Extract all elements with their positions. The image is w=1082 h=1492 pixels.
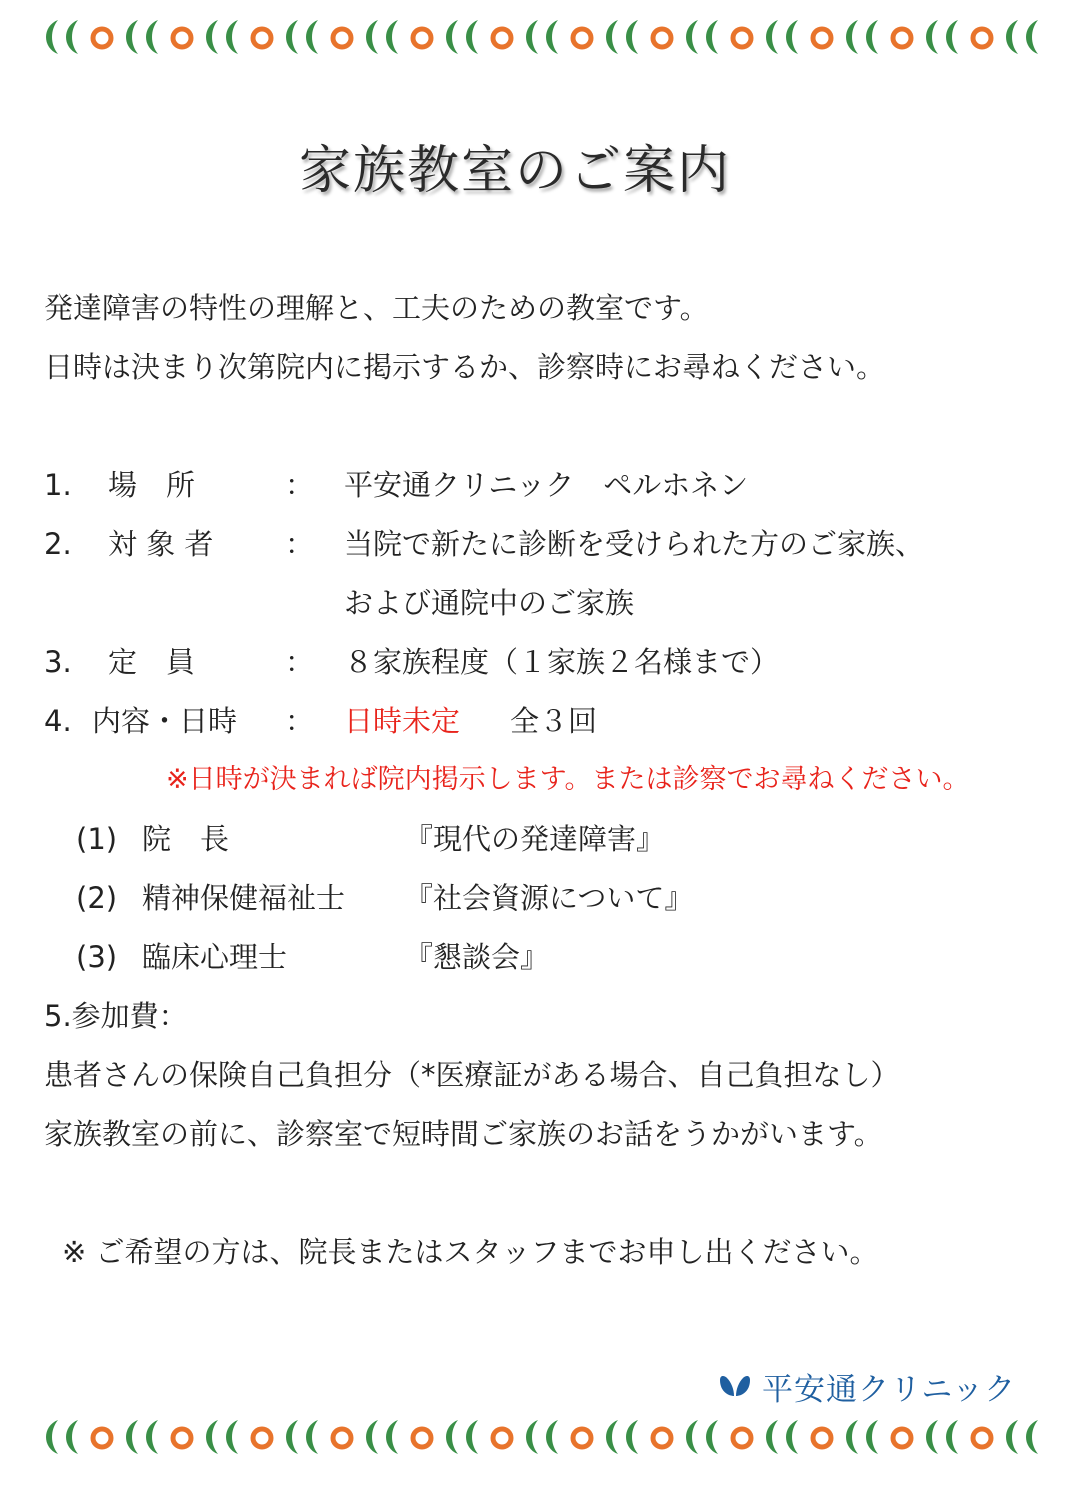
flower-icon xyxy=(253,29,271,47)
leaf-icon xyxy=(366,1420,378,1454)
flower-icon xyxy=(173,1429,191,1447)
leaf-icon xyxy=(926,20,938,54)
leaf-icon xyxy=(466,1420,478,1454)
flower-icon xyxy=(413,29,431,47)
decorative-border-bottom xyxy=(40,1414,1050,1460)
flower-icon xyxy=(173,29,191,47)
leaf-icon xyxy=(546,20,558,54)
leaf-icon xyxy=(306,1420,318,1454)
leaf-icon xyxy=(286,1420,298,1454)
leaf-icon xyxy=(446,20,458,54)
intro-line-2: 日時は決まり次第院内に掲示するか、診察時にお尋ねください。 xyxy=(44,350,886,384)
item-2-value-cont: および通院中のご家族 xyxy=(344,586,635,620)
leaf-icon xyxy=(706,1420,718,1454)
leaf-icon xyxy=(766,1420,778,1454)
leaf-icon xyxy=(946,1420,958,1454)
session-2-topic: 『社会資源について』 xyxy=(404,881,694,915)
session-1-speaker: 院 長 xyxy=(142,822,230,856)
leaf-icon xyxy=(46,1420,58,1454)
session-3-speaker: 臨床心理士 xyxy=(142,940,288,974)
flower-icon xyxy=(333,1429,351,1447)
leaf-icon xyxy=(146,1420,158,1454)
leaf-icon xyxy=(66,20,78,54)
session-2-number: (2) xyxy=(76,881,118,915)
leaf-icon xyxy=(686,20,698,54)
leaf-icon xyxy=(226,20,238,54)
leaf-icon xyxy=(706,20,718,54)
leaf-icon xyxy=(526,20,538,54)
leaf-icon xyxy=(446,1420,458,1454)
leaf-icon xyxy=(1006,20,1018,54)
leaf-icon xyxy=(766,20,778,54)
item-1-label: 場 所 xyxy=(108,468,196,502)
leaf-icon xyxy=(686,1420,698,1454)
item-4-value: 全３回 xyxy=(510,704,598,738)
decorative-border-top xyxy=(40,14,1050,60)
flower-icon xyxy=(653,1429,671,1447)
clinic-logo xyxy=(718,1366,1016,1406)
item-3-value: ８家族程度（１家族２名様まで） xyxy=(344,645,780,679)
item-2-label: 対 象 者 xyxy=(108,527,214,561)
leaf-icon xyxy=(466,20,478,54)
flower-icon xyxy=(653,29,671,47)
leaf-icon xyxy=(546,1420,558,1454)
leaf-icon xyxy=(526,1420,538,1454)
fee-heading: 5.参加費： xyxy=(44,999,188,1033)
leaf-icon xyxy=(226,1420,238,1454)
fee-line-1: 患者さんの保険自己負担分（*医療証がある場合、自己負担なし） xyxy=(44,1058,900,1092)
item-1-colon: ： xyxy=(285,468,315,502)
session-1-number: (1) xyxy=(76,822,118,856)
flower-icon xyxy=(413,1429,431,1447)
item-2-value: 当院で新たに診断を受けられた方のご家族、 xyxy=(344,527,925,561)
leaf-icon xyxy=(66,1420,78,1454)
flower-icon xyxy=(573,1429,591,1447)
flower-icon xyxy=(813,1429,831,1447)
item-3-label: 定 員 xyxy=(108,645,196,679)
leaf-icon xyxy=(366,20,378,54)
leaf-icon xyxy=(386,20,398,54)
session-3-topic: 『懇談会』 xyxy=(404,940,550,974)
flower-icon xyxy=(973,29,991,47)
item-2-number: 2. xyxy=(44,527,72,561)
leaf-icon xyxy=(1026,20,1038,54)
flower-icon xyxy=(813,29,831,47)
leaf-icon xyxy=(606,1420,618,1454)
leaf-icon xyxy=(146,20,158,54)
leaf-icon xyxy=(1006,1420,1018,1454)
leaf-icon xyxy=(786,20,798,54)
flower-icon xyxy=(573,29,591,47)
flower-icon xyxy=(493,1429,511,1447)
red-note: ※日時が決まれば院内掲示します。または診察でお尋ねください。 xyxy=(166,764,970,795)
leaf-icon xyxy=(606,20,618,54)
flower-icon xyxy=(493,29,511,47)
leaf-icon xyxy=(206,1420,218,1454)
fee-line-2: 家族教室の前に、診察室で短時間ご家族のお話をうかがいます。 xyxy=(44,1117,883,1151)
leaf-icon xyxy=(126,20,138,54)
item-3-number: 3. xyxy=(44,645,72,679)
footnote: ※ ご希望の方は、院長またはスタッフまでお申し出ください。 xyxy=(62,1235,879,1269)
butterfly-icon xyxy=(718,1372,752,1400)
session-3-number: (3) xyxy=(76,940,118,974)
leaf-icon xyxy=(926,1420,938,1454)
leaf-icon xyxy=(846,1420,858,1454)
item-1-number: 1. xyxy=(44,468,72,502)
item-4-label: 内容・日時 xyxy=(92,704,238,738)
leaf-icon xyxy=(386,1420,398,1454)
flower-icon xyxy=(893,29,911,47)
leaf-icon xyxy=(206,20,218,54)
leaf-icon xyxy=(126,1420,138,1454)
leaf-icon xyxy=(786,1420,798,1454)
leaf-icon xyxy=(626,20,638,54)
flower-icon xyxy=(733,1429,751,1447)
flower-icon xyxy=(733,29,751,47)
item-4-number: 4. xyxy=(44,704,72,738)
session-1-topic: 『現代の発達障害』 xyxy=(404,822,666,856)
flower-icon xyxy=(93,29,111,47)
leaf-icon xyxy=(46,20,58,54)
item-4-colon: ： xyxy=(285,704,315,738)
flower-icon xyxy=(93,1429,111,1447)
flower-icon xyxy=(973,1429,991,1447)
leaf-icon xyxy=(866,1420,878,1454)
leaf-icon xyxy=(1026,1420,1038,1454)
leaf-icon xyxy=(846,20,858,54)
clinic-logo-text: 平安通クリニック xyxy=(762,1371,1017,1408)
leaf-icon xyxy=(306,20,318,54)
session-2-speaker: 精神保健福祉士 xyxy=(142,881,346,915)
item-1-value: 平安通クリニック ペルホネン xyxy=(344,468,749,502)
item-3-colon: ： xyxy=(285,645,315,679)
leaf-icon xyxy=(946,20,958,54)
leaf-icon xyxy=(286,20,298,54)
intro-line-1: 発達障害の特性の理解と、工夫のための教室です。 xyxy=(44,291,709,325)
item-2-colon: ： xyxy=(285,527,315,561)
flower-icon xyxy=(253,1429,271,1447)
item-4-date-undecided: 日時未定 xyxy=(344,704,461,738)
page-title: 家族教室のご案内 xyxy=(298,141,731,201)
flower-icon xyxy=(893,1429,911,1447)
flower-icon xyxy=(333,29,351,47)
leaf-icon xyxy=(626,1420,638,1454)
leaf-icon xyxy=(866,20,878,54)
